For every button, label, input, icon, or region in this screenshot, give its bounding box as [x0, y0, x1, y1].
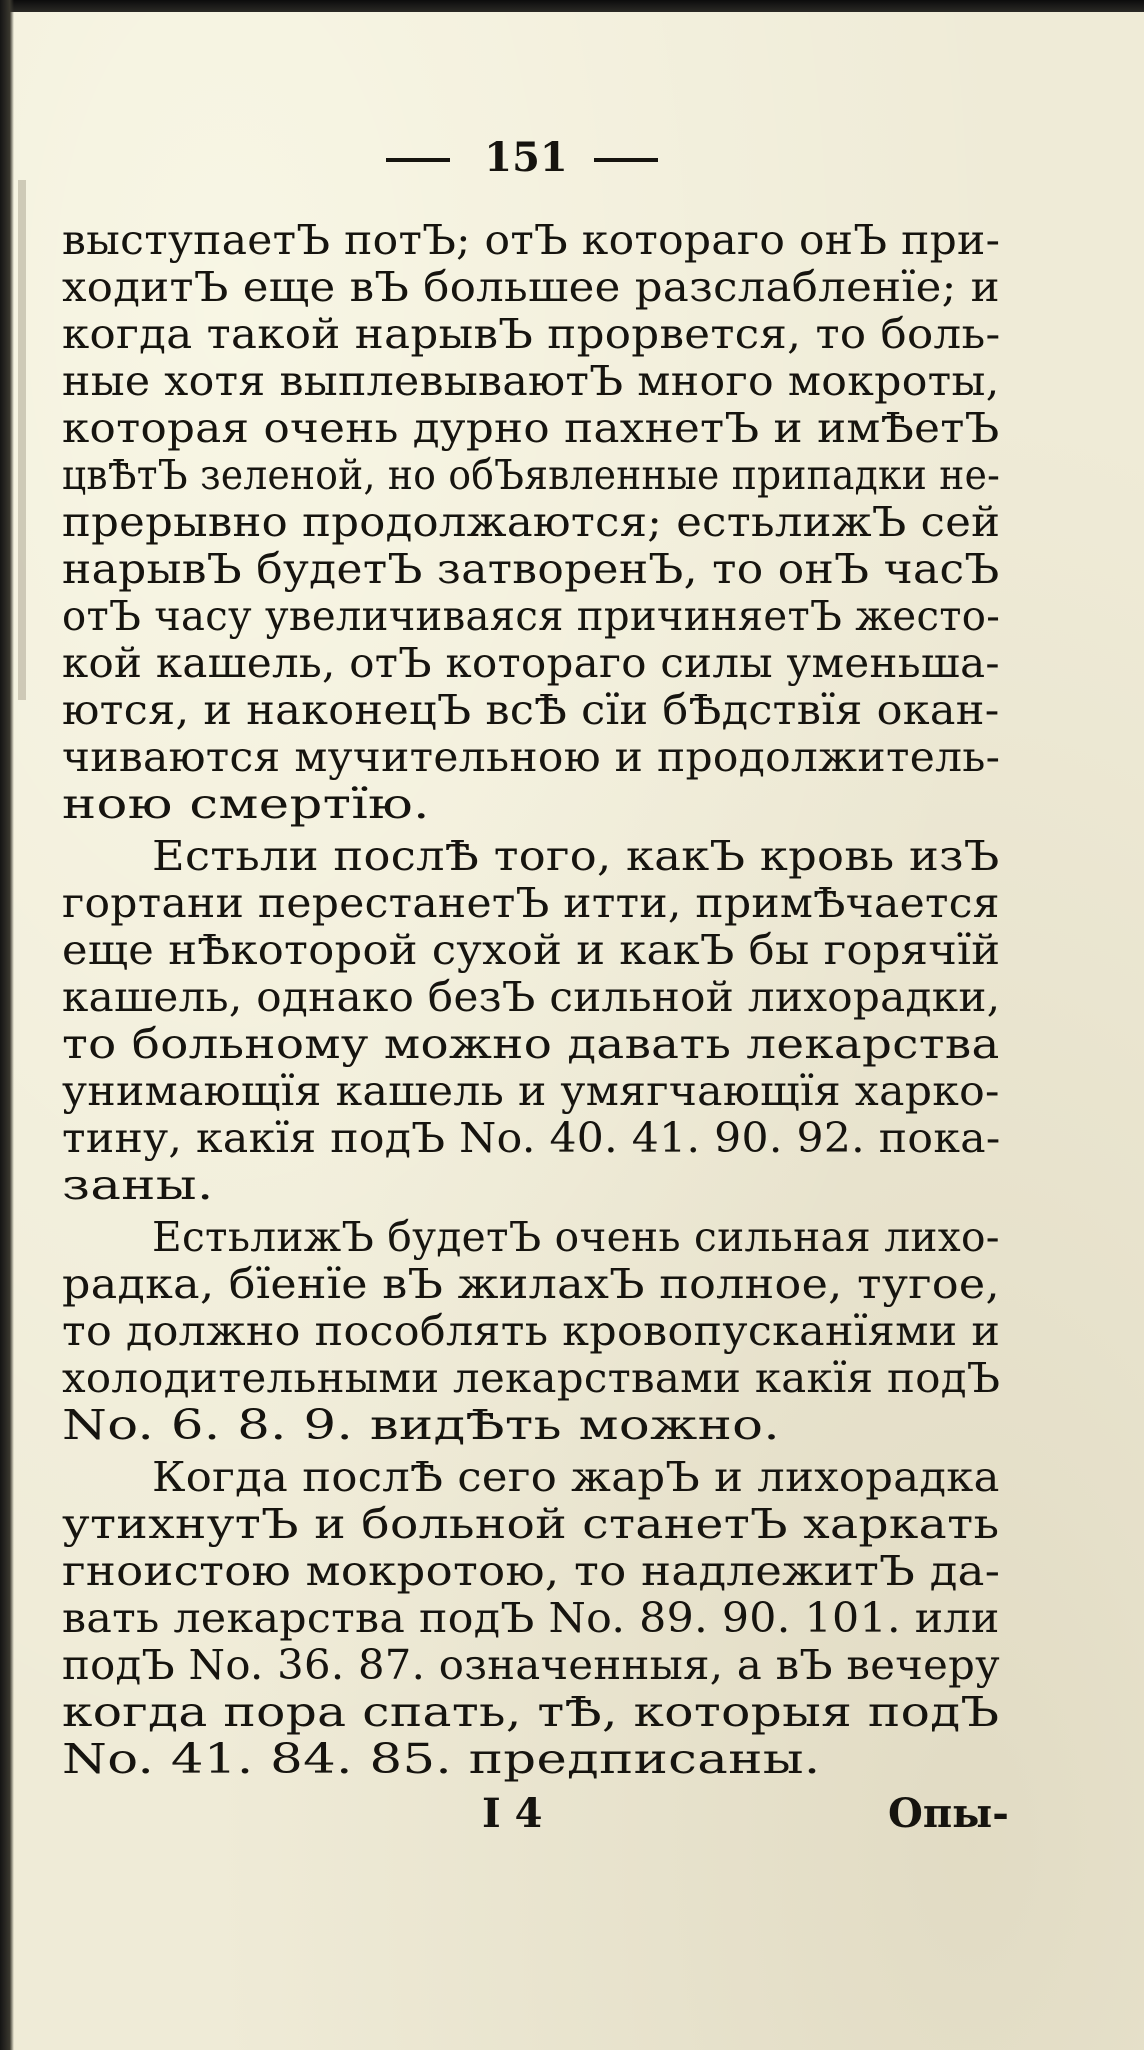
text-line: No. 41. 84. 85. предписаны.: [62, 1735, 821, 1783]
scan-edge-left: [0, 0, 14, 2050]
text-line: прерывно продолжаются; естьлижЪ сей: [62, 498, 1001, 546]
text-line: вать лекарства подЪ No. 89. 90. 101. или: [62, 1594, 1000, 1642]
text-line: которая очень дурно пахнетЪ и имѢетЪ: [62, 404, 1000, 452]
text-line: заны.: [62, 1161, 214, 1209]
text-line: гортани перестанетЪ итти, примѢчается: [62, 879, 1000, 927]
text-line: когда пора спать, тѢ, которыя подЪ: [62, 1688, 1000, 1736]
text-line: то больному можно давать лекарства: [62, 1020, 1000, 1068]
text-line: цвѢтЪ зеленой, но обЪявленные припадки не-: [62, 451, 1001, 499]
text-line: гноистою мокротою, то надлежитЪ да-: [62, 1547, 1001, 1595]
text-line: ходитЪ еще вЪ большее разслабленїе; и: [62, 263, 1000, 311]
text-line: кой кашель, отЪ котораго силы уменьша-: [62, 639, 1000, 687]
header-dash-right: [594, 158, 658, 162]
text-line: кашель, однако безЪ сильной лихорадки,: [62, 973, 1001, 1021]
text-line: еще нѢкоторой сухой и какЪ бы горячїй: [62, 926, 1001, 974]
header-dash-left: [386, 158, 450, 162]
text-line: выступаетЪ потЪ; отЪ котораго онЪ при-: [62, 216, 1001, 264]
page-number: 151: [484, 134, 568, 181]
text-line: радка, бїенїе вЪ жилахЪ полное, тугое,: [62, 1260, 1000, 1308]
text-line: подЪ No. 36. 87. означенныя, а вЪ вечеру: [62, 1641, 1000, 1689]
text-line: нарывЪ будетЪ затворенЪ, то онЪ часЪ: [62, 545, 1000, 593]
text-line: то должно пособлять кровопусканїями и: [62, 1307, 1001, 1355]
text-line: No. 6. 8. 9. видѢть можно.: [62, 1401, 781, 1449]
text-line: утихнутЪ и больной станетЪ харкать: [62, 1500, 1000, 1548]
text-line: Естьли послѢ того, какЪ кровь изЪ: [152, 832, 1000, 880]
text-line: ною смертїю.: [62, 780, 430, 828]
scan-edge-top: [0, 0, 1144, 12]
text-line: ются, и наконецЪ всѢ сїи бѢдствїя окан-: [62, 686, 1000, 734]
text-line: чиваются мучительною и продолжитель-: [62, 733, 1001, 781]
text-line: отЪ часу увеличиваяся причиняетЪ жесто-: [62, 592, 1001, 640]
text-line: Когда послѢ сего жарЪ и лихорадка: [152, 1453, 1000, 1501]
catchword: Опы-: [888, 1790, 1009, 1837]
text-line: тину, какїя подЪ No. 40. 41. 90. 92. пока-: [62, 1114, 1001, 1162]
text-line: холодительными лекарствами какїя подЪ: [62, 1354, 1001, 1402]
page-header: [386, 134, 666, 184]
text-line: когда такой нарывЪ прорвется, то боль-: [62, 310, 1001, 358]
text-line: унимающїя кашель и умягчающїя харко-: [62, 1067, 1000, 1115]
signature-mark: I 4: [482, 1790, 543, 1837]
margin-shadow: [18, 180, 26, 700]
text-line: ЕстьлижЪ будетЪ очень сильная лихо-: [152, 1213, 1000, 1261]
text-line: ные хотя выплевываютЪ много мокроты,: [62, 357, 1000, 405]
